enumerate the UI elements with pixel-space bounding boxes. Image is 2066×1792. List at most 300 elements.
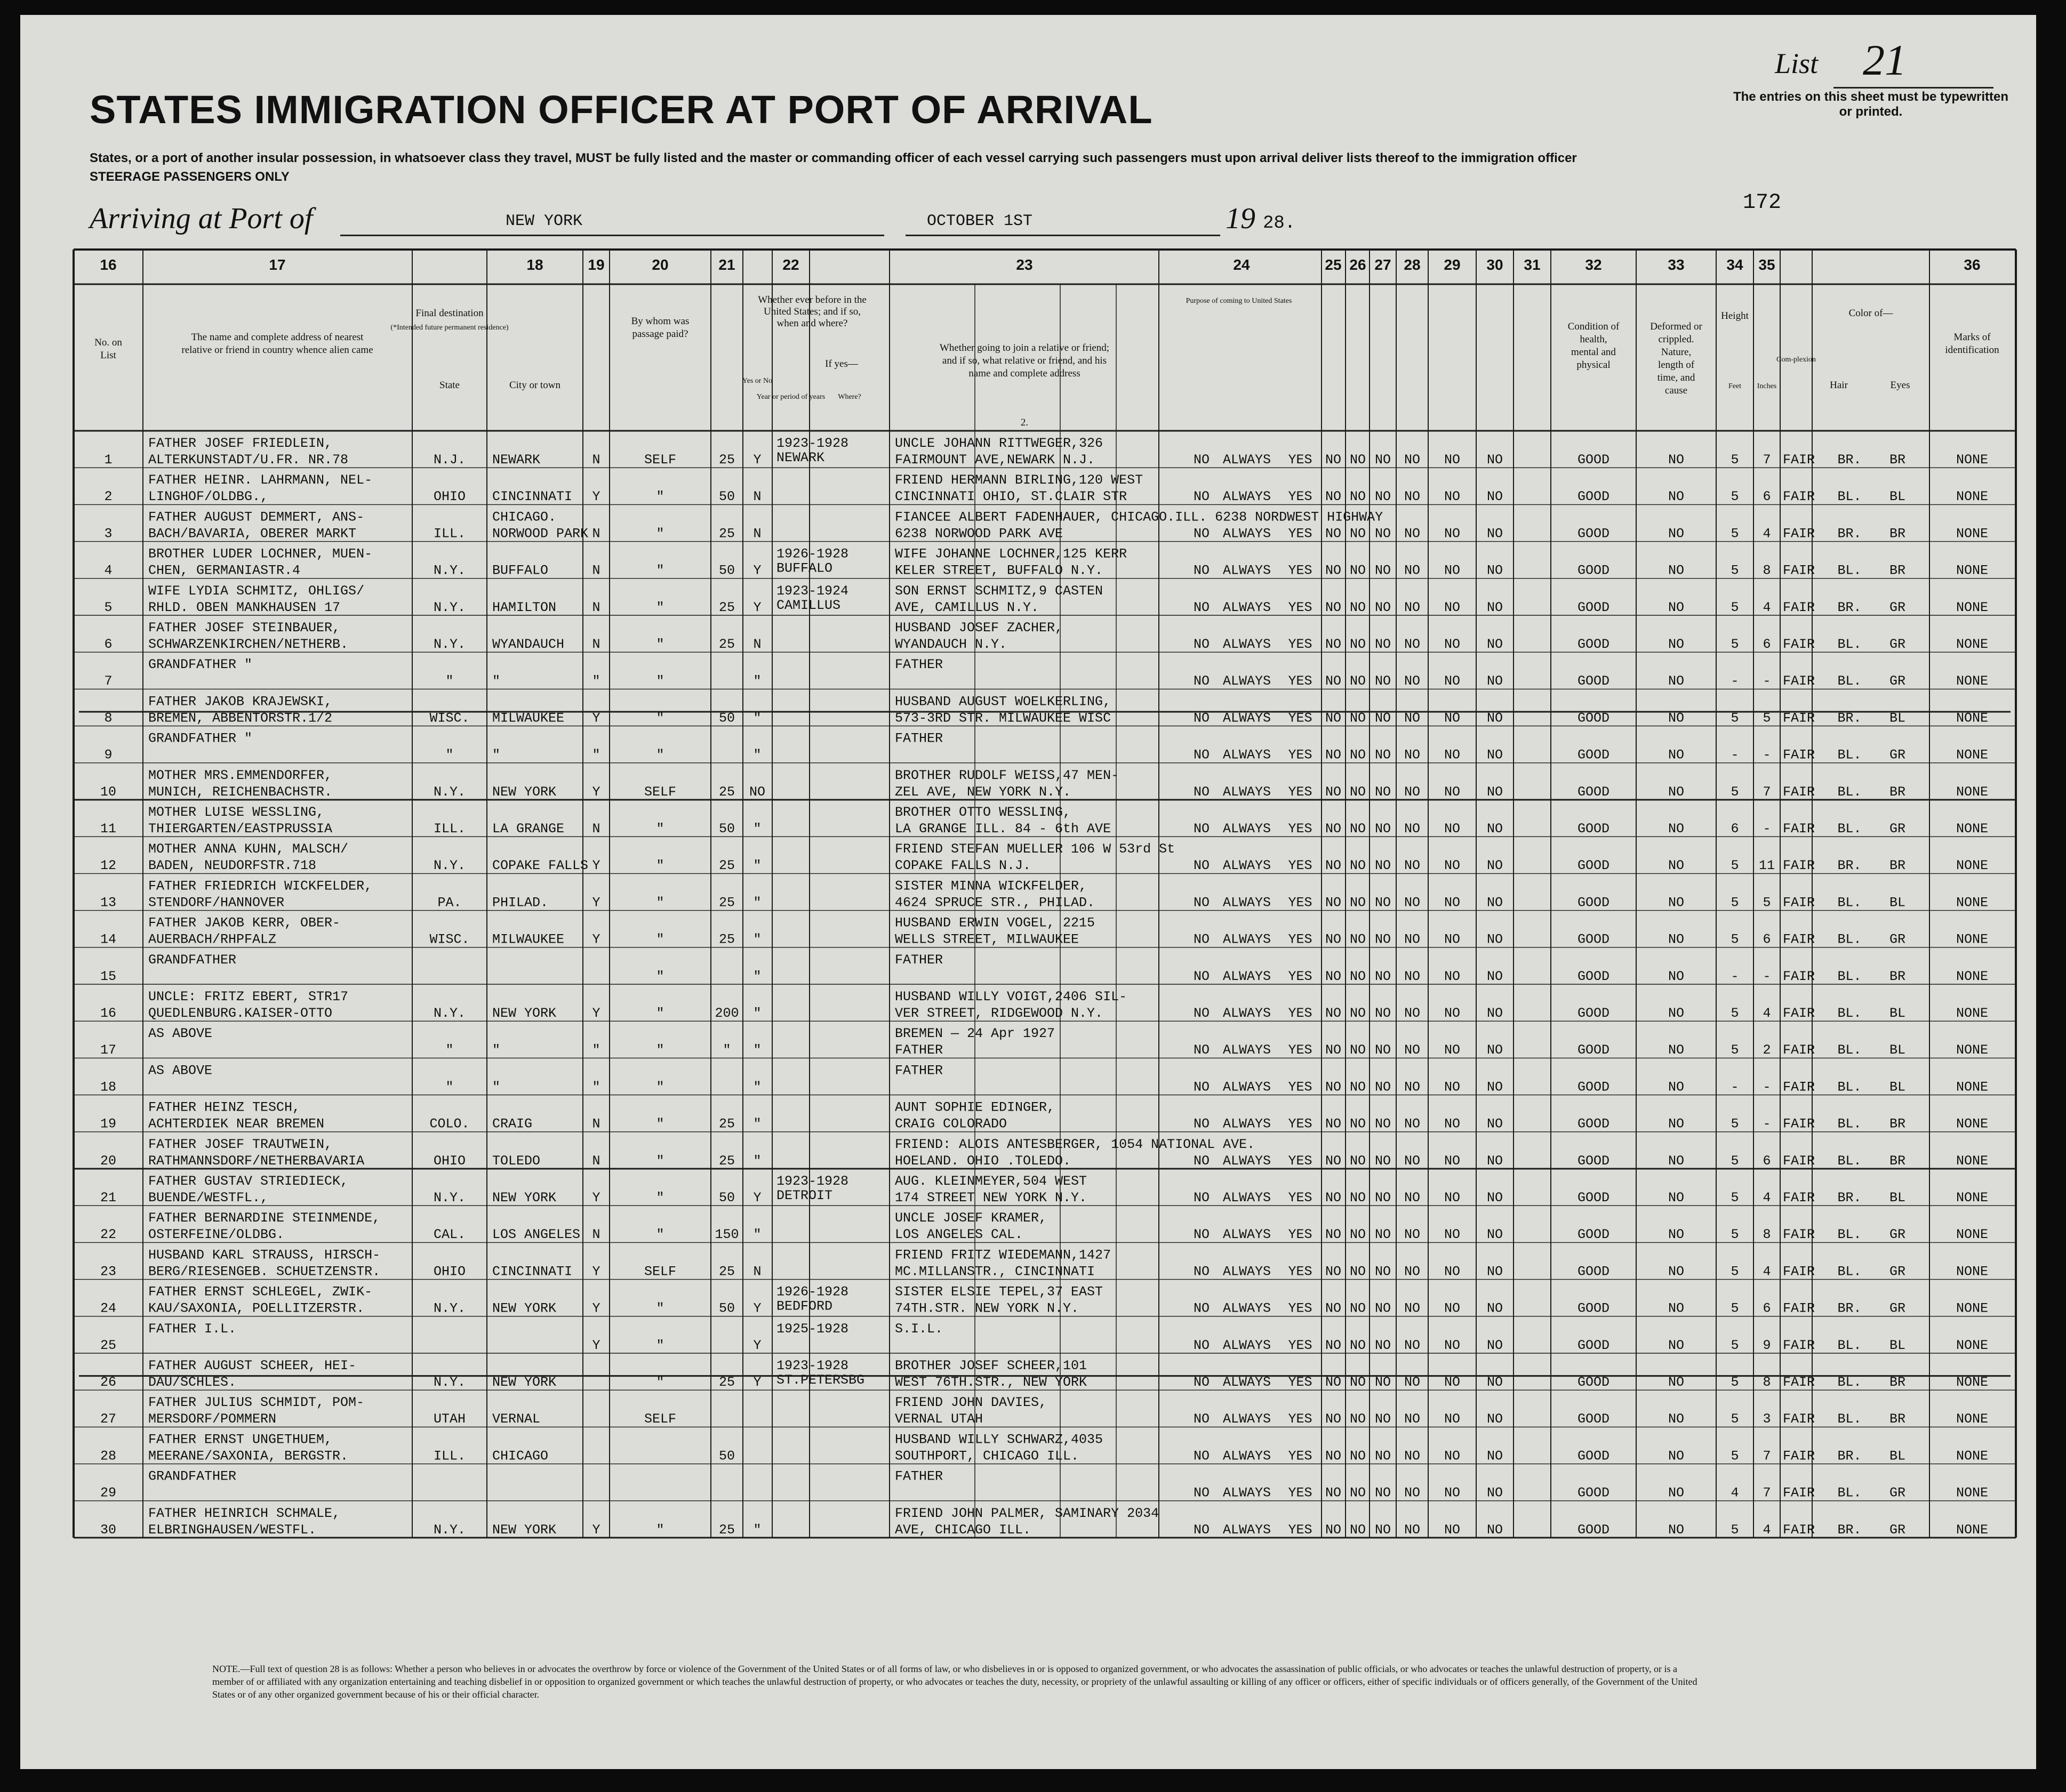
deformed-value: NO [1668, 452, 1685, 468]
deformed-value: NO [1668, 1337, 1685, 1353]
eye-color: GR [1889, 673, 1906, 689]
eye-color: BL [1889, 895, 1906, 911]
health-value: GOOD [1577, 858, 1610, 874]
height-inches: 6 [1763, 637, 1771, 652]
col-26: NO [1349, 1116, 1366, 1132]
col-30: NO [1486, 931, 1503, 947]
col-27: NO [1374, 931, 1391, 947]
column-number: 22 [782, 256, 799, 273]
col-25: NO [1325, 1300, 1342, 1316]
table-row [100, 1100, 1988, 1132]
hair-color: BL. [1837, 747, 1862, 763]
col-25: NO [1325, 1042, 1342, 1058]
height-inches: 4 [1763, 1006, 1771, 1021]
eye-color: BR [1889, 858, 1906, 874]
relative-line1: FATHER AUGUST SCHEER, HEI- [148, 1358, 357, 1373]
height-inches: 9 [1763, 1337, 1771, 1353]
eye-color: GR [1889, 821, 1906, 837]
col-27: NO [1374, 526, 1391, 542]
col-29: NO [1444, 858, 1461, 874]
passage-paid: " [656, 1227, 664, 1243]
col-26: NO [1349, 931, 1366, 947]
col-26: NO [1349, 562, 1366, 578]
length-of-stay: ALWAYS [1222, 747, 1271, 763]
col-29: NO [1444, 710, 1461, 726]
length-of-stay: ALWAYS [1222, 526, 1271, 542]
passage-paid: " [656, 895, 664, 911]
row-number: 23 [100, 1264, 117, 1280]
ticket-value: Y [592, 858, 600, 874]
deformed-value: NO [1668, 747, 1685, 763]
complexion-value: FAIR [1782, 968, 1815, 984]
table-row [104, 547, 1988, 578]
height-feet: 5 [1731, 562, 1739, 578]
col-28: NO [1404, 895, 1421, 911]
joining-line1: HUSBAND WILLY VOIGT,2406 SIL- [895, 989, 1127, 1005]
col-28: NO [1404, 747, 1421, 763]
height-inches: 7 [1763, 1448, 1771, 1464]
intend-remain: YES [1288, 1153, 1312, 1169]
joining-line2: FAIRMOUNT AVE,NEWARK N.J. [895, 452, 1095, 468]
before-us-years: 1926-1928 [776, 1284, 849, 1300]
ticket-value: N [592, 1153, 600, 1169]
row-number: 12 [100, 858, 117, 874]
relative-line1: BROTHER LUDER LOCHNER, MUEN- [148, 546, 373, 562]
height-feet: 5 [1731, 1042, 1739, 1058]
col-25: NO [1325, 526, 1342, 542]
complexion-value: FAIR [1782, 1522, 1815, 1538]
col-28: NO [1404, 599, 1421, 615]
length-of-stay: ALWAYS [1222, 931, 1271, 947]
health-value: GOOD [1577, 1042, 1610, 1058]
passage-paid: " [656, 968, 664, 984]
hair-color: BL. [1837, 1116, 1862, 1132]
eye-color: BL [1889, 1079, 1906, 1095]
destination-state: N.Y. [433, 784, 466, 800]
table-row [100, 1063, 1988, 1095]
before-us: " [753, 1227, 762, 1243]
row-number: 16 [100, 1006, 117, 1021]
destination-city: NEW YORK [492, 1300, 557, 1316]
header-height: Height [1721, 310, 1749, 322]
height-inches: 8 [1763, 1375, 1771, 1390]
before-us-where: DETROIT [776, 1188, 833, 1203]
row-number: 11 [100, 821, 117, 837]
col-28: NO [1404, 710, 1421, 726]
purpose-value: NO [1193, 1411, 1210, 1427]
col-28: NO [1404, 784, 1421, 800]
joining-line1: FATHER [895, 730, 943, 746]
hair-color: BR. [1837, 599, 1862, 615]
ticket-value: Y [592, 489, 600, 505]
col-27: NO [1374, 562, 1391, 578]
date-value: OCTOBER 1ST [927, 212, 1033, 230]
header-deformed: time, and [1657, 372, 1695, 383]
purpose-value: NO [1193, 784, 1210, 800]
intend-remain: YES [1288, 1522, 1312, 1538]
joining-line2: HOELAND. OHIO .TOLEDO. [895, 1153, 1071, 1169]
before-us: N [753, 637, 762, 652]
col-29: NO [1444, 1448, 1461, 1464]
relative-line1: FATHER JOSEF STEINBAUER, [148, 620, 341, 636]
header-deformed: length of [1657, 359, 1695, 371]
joining-line1: BROTHER RUDOLF WEISS,47 MEN- [895, 767, 1119, 783]
destination-state: " [445, 747, 454, 763]
col-28: NO [1404, 526, 1421, 542]
table-row [100, 878, 1988, 910]
joining-line1: FIANCEE ALBERT FADENHAUER, CHICAGO.ILL. 6238 NORDWEST HIGHWAY [895, 509, 1383, 525]
destination-city: " [492, 1042, 501, 1058]
health-value: GOOD [1577, 1375, 1610, 1390]
height-feet: - [1731, 968, 1739, 984]
height-inches: 4 [1763, 1190, 1771, 1206]
col-28: NO [1404, 1227, 1421, 1243]
table-row [100, 1247, 1988, 1279]
col-28: NO [1404, 1448, 1421, 1464]
col-30: NO [1486, 1190, 1503, 1206]
col-26: NO [1349, 1264, 1366, 1280]
length-of-stay: ALWAYS [1222, 562, 1271, 578]
joining-line2: WELLS STREET, MILWAUKEE [895, 931, 1079, 947]
height-inches: 4 [1763, 1522, 1771, 1538]
ticket-value: N [592, 1116, 600, 1132]
header-no-on-list: List [100, 350, 116, 361]
table-row [104, 583, 1988, 615]
col-30: NO [1486, 1116, 1503, 1132]
col-30: NO [1486, 747, 1503, 763]
header-purpose: Purpose of coming to United States [1186, 297, 1292, 305]
intend-remain: YES [1288, 710, 1312, 726]
row-number: 1 [104, 452, 113, 468]
before-us: N [753, 1264, 762, 1280]
before-us: " [753, 1006, 762, 1021]
passage-paid: " [656, 1006, 664, 1021]
relative-line1: GRANDFATHER " [148, 657, 253, 673]
complexion-value: FAIR [1782, 895, 1815, 911]
col-26: NO [1349, 489, 1366, 505]
relative-line1: MOTHER LUISE WESSLING, [148, 805, 325, 820]
height-feet: 5 [1731, 858, 1739, 874]
length-of-stay: ALWAYS [1222, 821, 1271, 837]
complexion-value: FAIR [1782, 1227, 1815, 1243]
column-number: 26 [1349, 256, 1366, 273]
destination-city: " [492, 1079, 501, 1095]
length-of-stay: ALWAYS [1222, 1337, 1271, 1353]
col-29: NO [1444, 1522, 1461, 1538]
eye-color: BL [1889, 1337, 1906, 1353]
length-of-stay: ALWAYS [1222, 1448, 1271, 1464]
destination-city: " [492, 747, 501, 763]
row-number: 6 [104, 637, 113, 652]
before-us-where: BEDFORD [776, 1298, 833, 1314]
destination-state: CAL. [433, 1227, 466, 1243]
table-row [100, 805, 1988, 837]
purpose-value: NO [1193, 637, 1210, 652]
col-26: NO [1349, 1411, 1366, 1427]
length-of-stay: ALWAYS [1222, 599, 1271, 615]
relative-line2: BADEN, NEUDORFSTR.718 [148, 858, 317, 874]
intend-remain: YES [1288, 1411, 1312, 1427]
health-value: GOOD [1577, 895, 1610, 911]
relative-line2: QUEDLENBURG.KAISER-OTTO [148, 1006, 333, 1021]
destination-state: N.Y. [433, 599, 466, 615]
length-of-stay: ALWAYS [1222, 784, 1271, 800]
col-29: NO [1444, 452, 1461, 468]
before-us: " [753, 1522, 762, 1538]
col-26: NO [1349, 452, 1366, 468]
col-30: NO [1486, 1153, 1503, 1169]
col-28: NO [1404, 1116, 1421, 1132]
header-health: mental and [1571, 347, 1616, 358]
relative-line1: FATHER JAKOB KERR, OBER- [148, 915, 341, 931]
height-feet: 5 [1731, 452, 1739, 468]
table-row [100, 1506, 1988, 1538]
relative-line1: GRANDFATHER [148, 1468, 237, 1484]
height-feet: 5 [1731, 1375, 1739, 1390]
col-30: NO [1486, 1448, 1503, 1464]
header-relative: relative or friend in country whence alien came [181, 344, 373, 356]
before-us: " [753, 895, 762, 911]
marks-value: NONE [1956, 1485, 1989, 1501]
relative-line1: FATHER BERNARDINE STEINMENDE, [148, 1210, 381, 1226]
before-us-years: 1925-1928 [776, 1321, 849, 1337]
joining-line1: BROTHER JOSEF SCHEER,101 [895, 1358, 1087, 1373]
destination-city-line1: CHICAGO. [492, 509, 557, 525]
intend-remain: YES [1288, 637, 1312, 652]
relative-line1: FATHER AUGUST DEMMERT, ANS- [148, 509, 365, 525]
height-inches: 8 [1763, 1227, 1771, 1243]
destination-city: NORWOOD PARK [492, 526, 589, 542]
complexion-value: FAIR [1782, 1079, 1815, 1095]
intend-remain: YES [1288, 858, 1312, 874]
footnote: NOTE.—Full text of question 28 is as follows: Whether a person who believes in or advocates the overthrow by force or violence of the Government of the United States or of all forms of law, or who disbelieves in or is opposed to organized government, or who advocates the assassination of public officials, or who advocates or teaches the unlawful destruction of property, or is a member of or affiliated with any organization entertaining and teaching disbelief in or opposition to organized government or which teaches the unlawful destruction of property, or who advocates or teaches the duty, necessity, or propriety of the unlawful assaulting or killing of any officer or officers, either of specific individuals or of officers generally, of the Government of the United States or of any other organized government because of his or their official character. [212, 1664, 1697, 1700]
complexion-value: FAIR [1782, 562, 1815, 578]
deformed-value: NO [1668, 489, 1685, 505]
col-27: NO [1374, 1411, 1391, 1427]
passage-paid: " [656, 562, 664, 578]
col-30: NO [1486, 562, 1503, 578]
passage-paid: " [656, 747, 664, 763]
joining-line1: FRIEND JOHN PALMER, SAMINARY 2034 [895, 1505, 1159, 1521]
purpose-value: NO [1193, 452, 1210, 468]
length-of-stay: ALWAYS [1222, 1006, 1271, 1021]
col-26: NO [1349, 895, 1366, 911]
money-value: " [723, 1042, 731, 1058]
complexion-value: FAIR [1782, 526, 1815, 542]
destination-city: MILWAUKEE [492, 710, 565, 726]
purpose-value: NO [1193, 673, 1210, 689]
col-28: NO [1404, 858, 1421, 874]
height-feet: - [1731, 747, 1739, 763]
before-us: " [753, 1116, 762, 1132]
relative-line2: OSTERFEINE/OLDBG. [148, 1227, 285, 1243]
before-us: N [753, 526, 762, 542]
joining-line1: FRIEND STEFAN MUELLER 106 W 53rd St [895, 841, 1175, 857]
col-30: NO [1486, 1485, 1503, 1501]
destination-city: COPAKE FALLS [492, 858, 589, 874]
joining-line2: ZEL AVE, NEW YORK N.Y. [895, 784, 1071, 800]
passage-paid: SELF [644, 452, 677, 468]
complexion-value: FAIR [1782, 1116, 1815, 1132]
intend-remain: YES [1288, 1116, 1312, 1132]
col-30: NO [1486, 710, 1503, 726]
length-of-stay: ALWAYS [1222, 673, 1271, 689]
col-27: NO [1374, 747, 1391, 763]
col-27: NO [1374, 1190, 1391, 1206]
relative-line1: FATHER HEINRICH SCHMALE, [148, 1505, 341, 1521]
header-feet: Feet [1728, 382, 1742, 390]
col-25: NO [1325, 710, 1342, 726]
before-us-where: ST.PETERSBG [776, 1372, 865, 1388]
hair-color: BL. [1837, 1006, 1862, 1021]
joining-line1: SISTER ELSIE TEPEL,37 EAST [895, 1284, 1103, 1300]
column-number: 23 [1016, 256, 1033, 273]
money-value: 25 [718, 599, 735, 615]
intend-remain: YES [1288, 747, 1312, 763]
intend-remain: YES [1288, 489, 1312, 505]
table-row [104, 436, 1988, 468]
eye-color: GR [1889, 1264, 1906, 1280]
height-inches: - [1763, 968, 1771, 984]
col-28: NO [1404, 637, 1421, 652]
column-number: 16 [100, 256, 117, 273]
joining-line1: SON ERNST SCHMITZ,9 CASTEN [895, 583, 1103, 599]
header-before-us: when and where? [776, 318, 848, 329]
table-row [100, 1432, 1988, 1464]
complexion-value: FAIR [1782, 1337, 1815, 1353]
relative-line1: MOTHER MRS.EMMENDORFER, [148, 767, 333, 783]
col-26: NO [1349, 1300, 1366, 1316]
header-joining: Whether going to join a relative or friend; [939, 342, 1110, 353]
relative-line1: FATHER ERNST UNGETHUEM, [148, 1432, 333, 1448]
health-value: GOOD [1577, 1227, 1610, 1243]
height-inches: 4 [1763, 599, 1771, 615]
deformed-value: NO [1668, 1042, 1685, 1058]
table-body [79, 436, 2011, 1538]
marks-value: NONE [1956, 747, 1989, 763]
column-number: 19 [588, 256, 605, 273]
relative-line2: RHLD. OBEN MANKHAUSEN 17 [148, 599, 341, 615]
money-value: 25 [718, 526, 735, 542]
ticket-value: Y [592, 931, 600, 947]
col-25: NO [1325, 1190, 1342, 1206]
col-26: NO [1349, 968, 1366, 984]
hair-color: BR. [1837, 858, 1862, 874]
column-number: 34 [1726, 256, 1743, 273]
purpose-value: NO [1193, 1522, 1210, 1538]
health-value: GOOD [1577, 931, 1610, 947]
row-number: 2 [104, 489, 113, 505]
destination-city: NEW YORK [492, 1006, 557, 1021]
relative-line2: ALTERKUNSTADT/U.FR. NR.78 [148, 452, 349, 468]
purpose-value: NO [1193, 931, 1210, 947]
marks-value: NONE [1956, 1300, 1989, 1316]
destination-city: MILWAUKEE [492, 931, 565, 947]
joining-line1: UNCLE JOSEF KRAMER, [895, 1210, 1047, 1226]
column-number: 31 [1524, 256, 1541, 273]
ticket-value: " [592, 673, 600, 689]
joining-line1: FRIEND JOHN DAVIES, [895, 1395, 1047, 1411]
row-number: 28 [100, 1448, 117, 1464]
passage-paid: " [656, 1116, 664, 1132]
height-inches: 7 [1763, 1485, 1771, 1501]
height-inches: - [1763, 1116, 1771, 1132]
eye-color: BR [1889, 1116, 1906, 1132]
eye-color: GR [1889, 599, 1906, 615]
column-number: 25 [1325, 256, 1342, 273]
header-if-yes: If yes— [825, 358, 858, 369]
passage-paid: " [656, 821, 664, 837]
relative-line1: FATHER FRIEDRICH WICKFELDER, [148, 878, 373, 894]
col-26: NO [1349, 1448, 1366, 1464]
joining-line2: FATHER [895, 1042, 943, 1058]
destination-state: " [445, 1079, 454, 1095]
destination-city: CRAIG [492, 1116, 533, 1132]
deformed-value: NO [1668, 1006, 1685, 1021]
joining-line2: LA GRANGE ILL. 84 - 6th AVE [895, 821, 1111, 837]
column-number: 30 [1486, 256, 1503, 273]
col-27: NO [1374, 452, 1391, 468]
col-28: NO [1404, 452, 1421, 468]
ticket-value: " [592, 1042, 600, 1058]
header-before-us: Whether ever before in the [758, 294, 867, 306]
col-26: NO [1349, 1006, 1366, 1021]
hair-color: BL. [1837, 1485, 1862, 1501]
col-29: NO [1444, 1079, 1461, 1095]
height-inches: 6 [1763, 931, 1771, 947]
joining-line2: LOS ANGELES CAL. [895, 1227, 1023, 1243]
header-marks: Marks of [1953, 332, 1991, 343]
col-29: NO [1444, 1485, 1461, 1501]
hair-color: BR. [1837, 526, 1862, 542]
deformed-value: NO [1668, 1116, 1685, 1132]
money-value: 25 [718, 1116, 735, 1132]
joining-line2: WYANDAUCH N.Y. [895, 637, 1007, 652]
col-25: NO [1325, 858, 1342, 874]
col-27: NO [1374, 1448, 1391, 1464]
hair-color: BL. [1837, 637, 1862, 652]
page-number: 172 [1743, 191, 1782, 215]
destination-city: NEW YORK [492, 1375, 557, 1390]
header-no-on-list: No. on [94, 337, 122, 348]
before-us-where: CAMILLUS [776, 597, 841, 613]
length-of-stay: ALWAYS [1222, 968, 1271, 984]
ticket-value: N [592, 637, 600, 652]
purpose-value: NO [1193, 1485, 1210, 1501]
hair-color: BL. [1837, 673, 1862, 689]
passage-paid: " [656, 1522, 664, 1538]
destination-state: N.J. [433, 452, 466, 468]
relative-line1: FATHER ERNST SCHLEGEL, ZWIK- [148, 1284, 373, 1300]
col-26: NO [1349, 1485, 1366, 1501]
money-value: 50 [718, 489, 735, 505]
col-29: NO [1444, 673, 1461, 689]
eye-color: BL [1889, 1042, 1906, 1058]
height-inches: 2 [1763, 1042, 1771, 1058]
eye-color: BR [1889, 1411, 1906, 1427]
health-value: GOOD [1577, 526, 1610, 542]
ticket-value: " [592, 747, 600, 763]
before-us: Y [753, 562, 762, 578]
col-26: NO [1349, 1079, 1366, 1095]
col-29: NO [1444, 931, 1461, 947]
col-27: NO [1374, 1300, 1391, 1316]
destination-city: CINCINNATI [492, 1264, 573, 1280]
before-us-years: 1923-1928 [776, 1358, 849, 1373]
complexion-value: FAIR [1782, 858, 1815, 874]
relative-line2: ACHTERDIEK NEAR BREMEN [148, 1116, 325, 1132]
joining-line1: FATHER [895, 657, 943, 673]
